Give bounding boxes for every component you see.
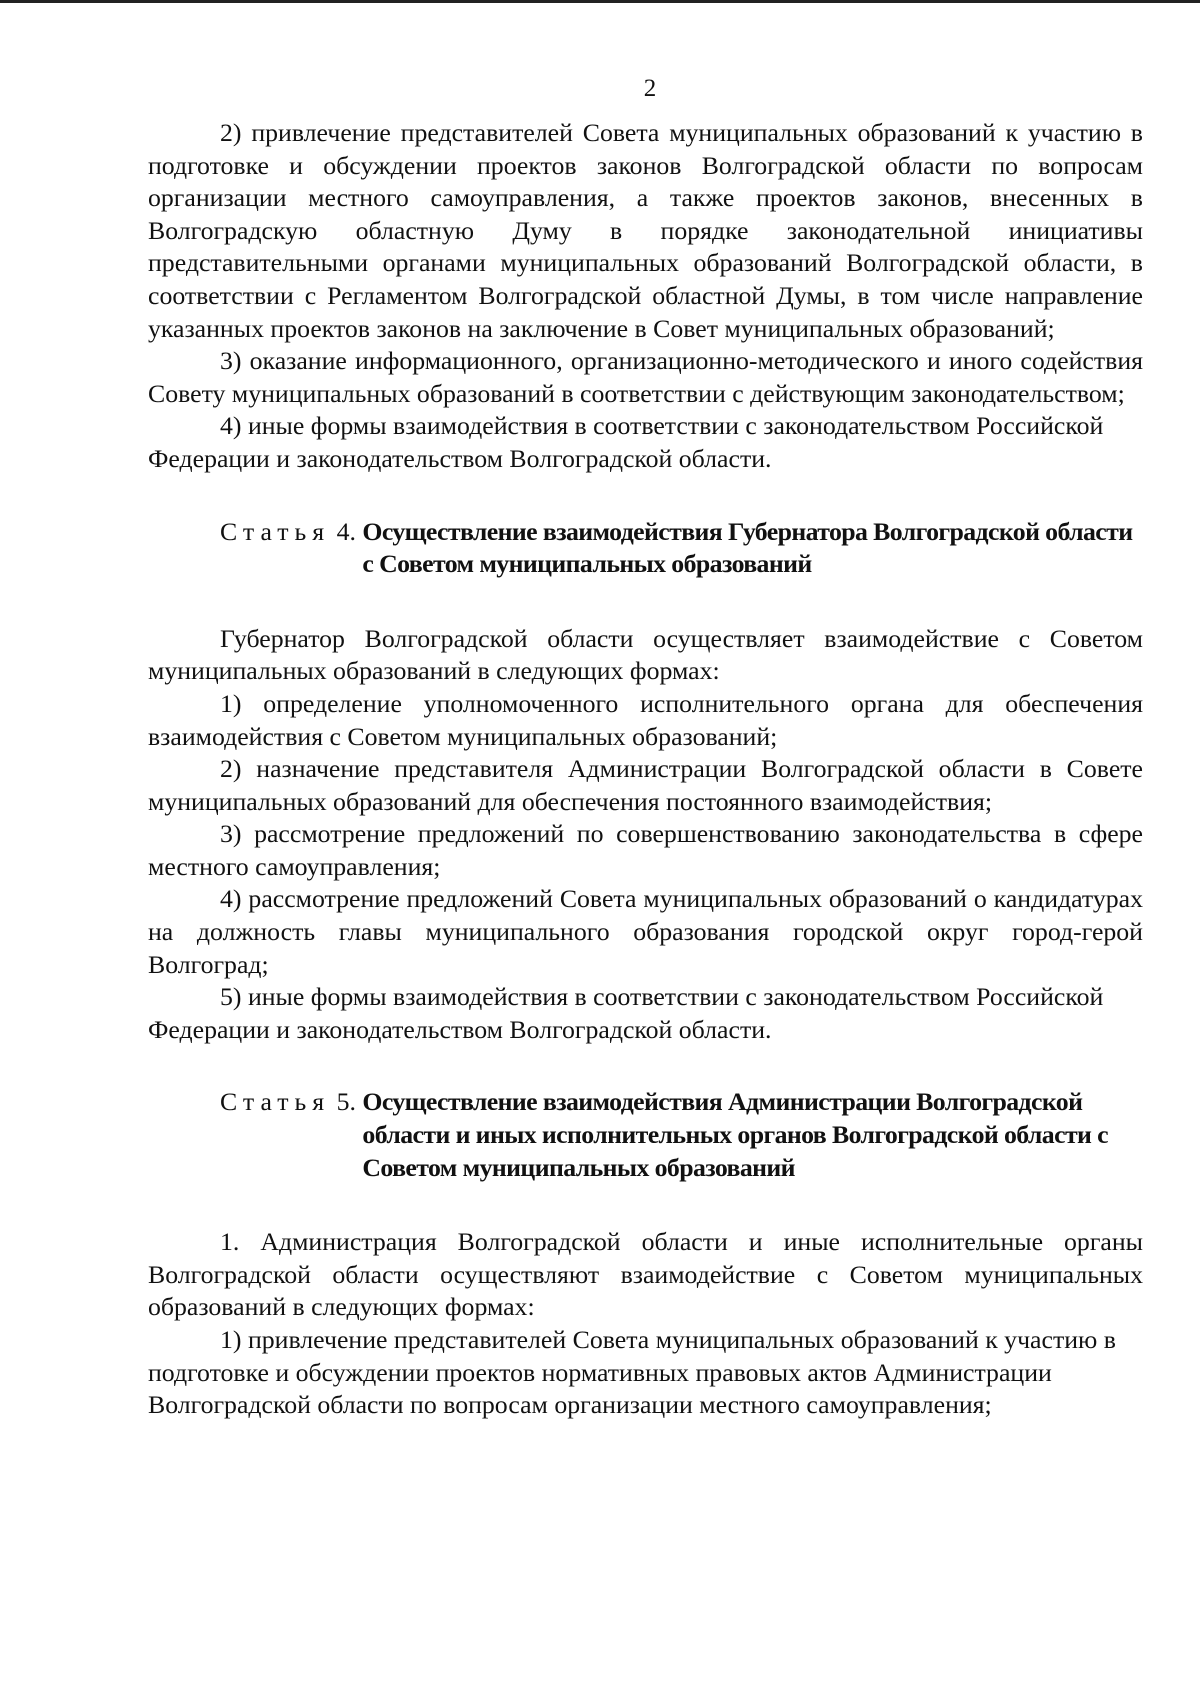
article-4-number: 4. (330, 516, 363, 546)
article-5-label: Статья (220, 1087, 331, 1117)
document-body (148, 117, 1143, 1422)
scan-top-edge (0, 0, 1200, 3)
page-number: 2 (643, 75, 657, 102)
article-4-title: Осуществление взаимодействия Губернатора Волгоградской области с Советом муниципальных образований (362, 516, 1133, 579)
article-5-title: Осуществление взаимодействия Администрации Волгоградской области и иных исполнительных органов Волгоградской области с Советом муниципальных образований (362, 1087, 1108, 1182)
article-4-paragraph: 1) определение уполномоченного исполнительного органа для обеспечения взаимодействия с Советом муниципальных образований; (148, 688, 1143, 751)
article-5-heading (220, 1086, 1143, 1184)
article-4-heading (220, 516, 1143, 581)
article-5-paragraph: 1. Администрация Волгоградской области и иные исполнительные органы Волгоградской области осуществляют взаимодействие с Советом муниципальных образований в следующих формах: (148, 1227, 1143, 1322)
article-4-label: Статья (220, 516, 331, 546)
article-4-paragraph: Губернатор Волгоградской области осуществляет взаимодействие с Советом муниципальных образований в следующих формах: (148, 623, 1143, 686)
list-item-3: 3) оказание информационного, организационно-методического и иного содействия Совету муниципальных образований в соответствии с действующим законодательством; (148, 346, 1143, 408)
list-item-4: 4) иные формы взаимодействия в соответствии с законодательством Российской Федерации и законодательством Волгоградской области. (148, 411, 1104, 473)
list-item-2: 2) привлечение представителей Совета муниципальных образований к участию в подготовке и обсуждении проектов законов Волгоградской области по вопросам организации местного самоуправления, а также проектов законов, внесенных в Волгоградскую областную Думу в порядке законодательной инициативы представительными органами муниципальных образований Волгоградской области, в соответствии с Регламентом Волгоградской областной Думы, в том числе направление указанных проектов законов на заключение в Совет муниципальных образований; (148, 118, 1143, 343)
article-4-paragraph: 4) рассмотрение предложений Совета муниципальных образований о кандидатурах на должность главы муниципального образования городской округ город-герой Волгоград; (148, 884, 1143, 979)
article-5-number: 5. (330, 1087, 363, 1117)
article-4-paragraph: 3) рассмотрение предложений по совершенствованию законодательства в сфере местного самоуправления; (148, 819, 1143, 881)
article-4-paragraph: 5) иные формы взаимодействия в соответствии с законодательством Российской Федерации и законодательством Волгоградской области. (148, 982, 1104, 1044)
article-4-paragraph: 2) назначение представителя Администрации Волгоградской области в Совете муниципальных образований для обеспечения постоянного взаимодействия; (148, 754, 1143, 816)
article-5-paragraph: 1) привлечение представителей Совета муниципальных образований к участию в подготовке и обсуждении проектов нормативных правовых актов Администрации Волгоградской области по вопросам организации местного самоуправления; (148, 1325, 1116, 1420)
